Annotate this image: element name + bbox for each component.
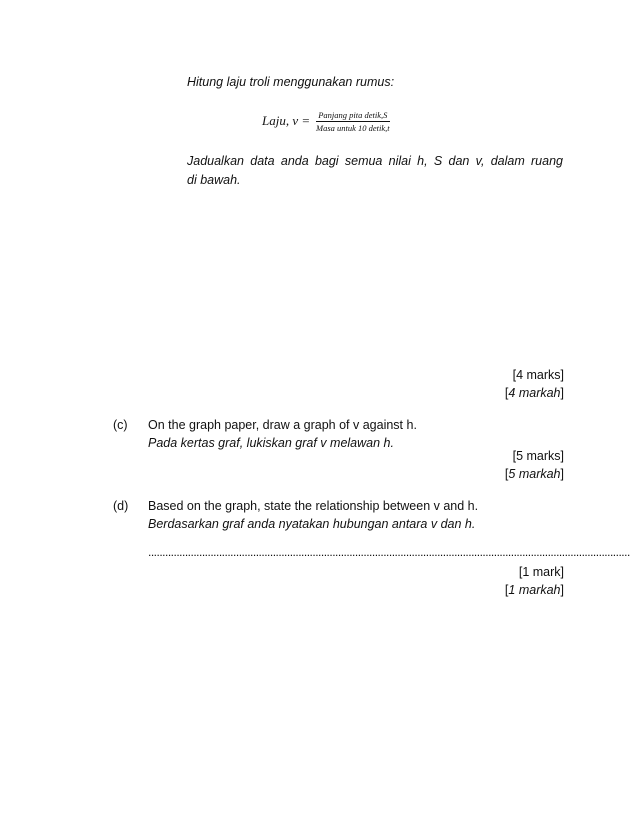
part-d-question-en: Based on the graph, state the relationship between v and h.	[148, 499, 479, 513]
formula-fraction	[316, 110, 390, 133]
part-c-question-ms: Pada kertas graf, lukiskan graf v melawan h.	[148, 436, 394, 450]
marks-ms-b: [4 markah]	[504, 386, 564, 400]
part-c-label: (c)	[113, 418, 128, 432]
marks-en-d: [1 mark]	[518, 565, 564, 579]
tabulate-instruction-line1: Jadualkan data anda bagi semua nilai h, S dan v, dalam ruang	[187, 154, 563, 168]
formula-numerator: Panjang pita detik,S	[318, 110, 388, 120]
marks-ms-d: [1 markah]	[504, 583, 564, 597]
part-c-question-en: On the graph paper, draw a graph of v against h.	[148, 418, 417, 432]
tabulate-instruction-line2: di bawah.	[187, 173, 241, 187]
marks-ms-c: [5 markah]	[504, 467, 564, 481]
marks-en-c: [5 marks]	[512, 449, 564, 463]
marks-en-b: [4 marks]	[512, 368, 564, 382]
fraction-bar	[316, 121, 390, 122]
calculate-speed-instruction: Hitung laju troli menggunakan rumus:	[187, 75, 395, 89]
formula-denominator: Masa untuk 10 detik,t	[316, 123, 390, 133]
formula-lhs: Laju, v =	[262, 113, 311, 128]
part-d-question-ms: Berdasarkan graf anda nyatakan hubungan antara v dan h.	[148, 517, 476, 531]
answer-line-d[interactable]: ..........................................................................................................................................................................	[148, 545, 630, 559]
part-d-label: (d)	[113, 499, 129, 513]
